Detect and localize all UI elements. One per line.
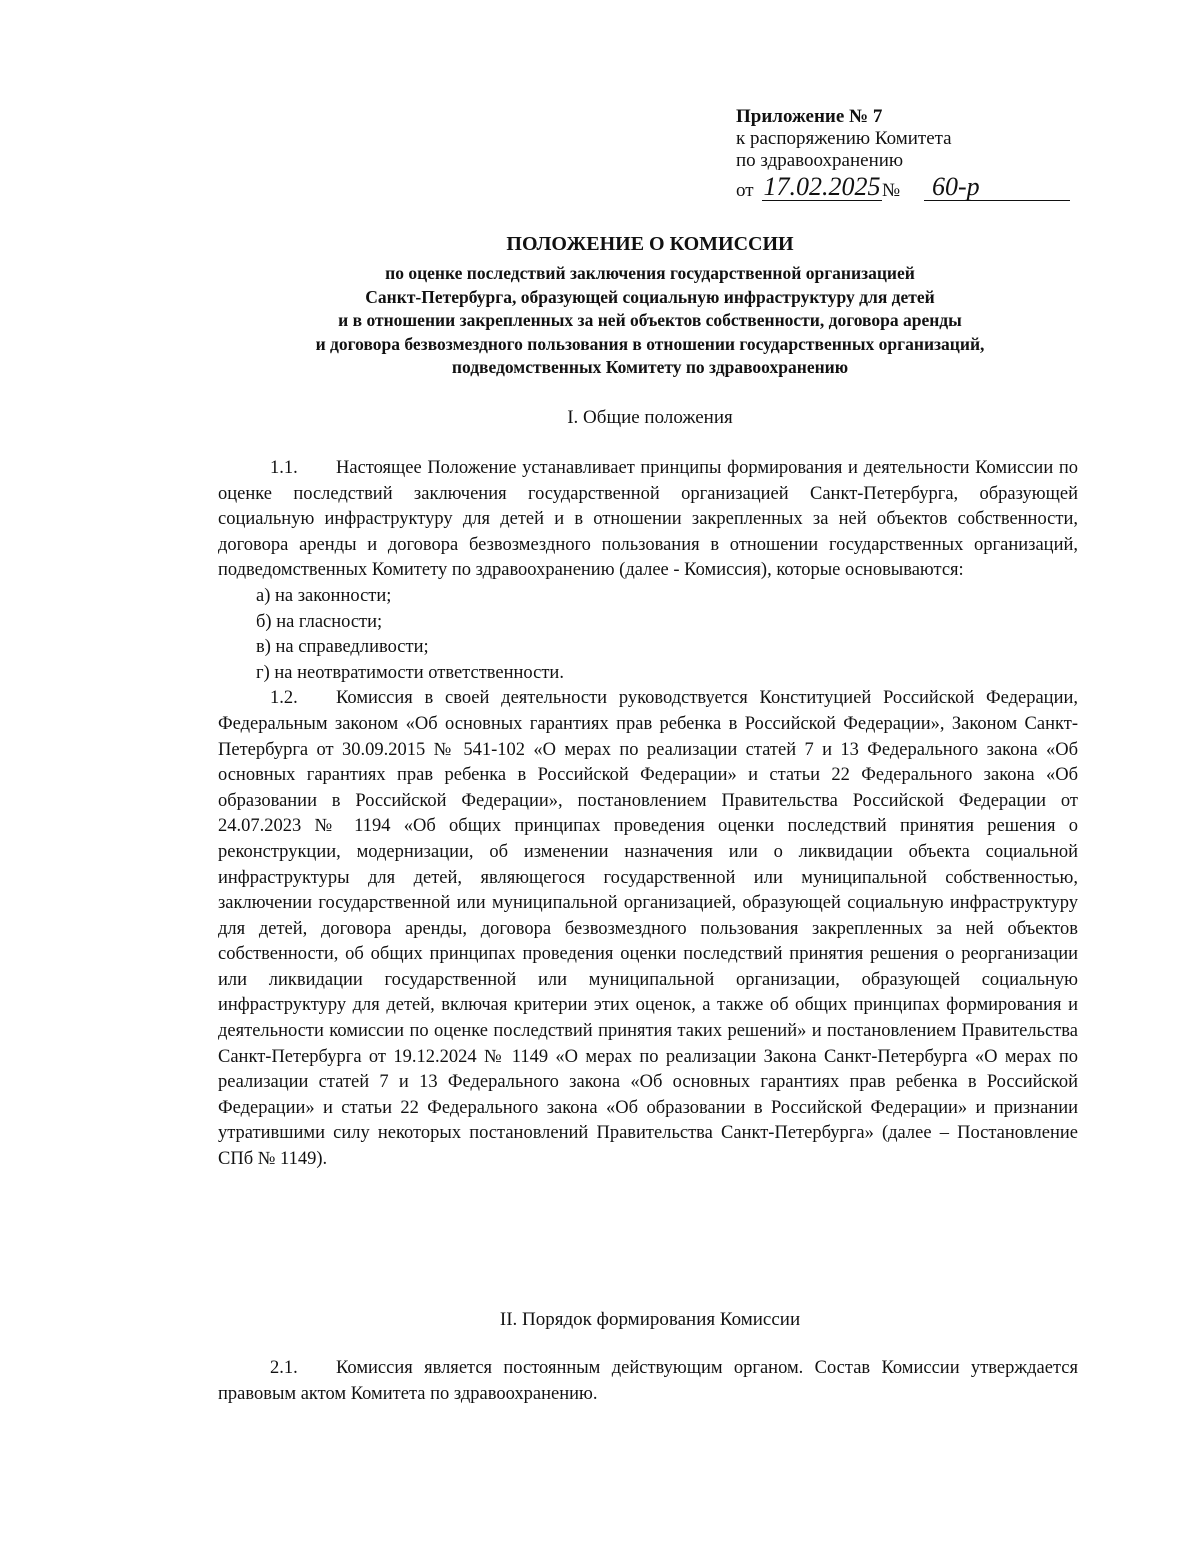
title-line-3: и в отношении закрепленных за ней объектов собственности, договора аренды <box>338 310 962 330</box>
list-item: в) на справедливости; <box>256 637 429 658</box>
paragraph-1-1 <box>218 456 1078 584</box>
appendix-line-2: по здравоохранению <box>736 150 904 171</box>
paragraph-number: 1.2. <box>270 688 298 709</box>
paragraph-number: 2.1. <box>270 1358 298 1378</box>
section-1-body <box>218 456 1078 1173</box>
paragraph-1-2 <box>218 686 1078 1172</box>
appendix-title: Приложение № 7 <box>736 106 883 127</box>
list-item: а) на законности; <box>256 585 392 606</box>
title-line-2: Санкт-Петербурга, образующей социальную инфраструктуру для детей <box>365 286 935 307</box>
document-title <box>210 232 1090 380</box>
title-line-5: подведомственных Комитету по здравоохранению <box>451 357 849 377</box>
title-main: ПОЛОЖЕНИЕ О КОМИССИИ <box>506 233 794 255</box>
section-1-heading: I. Общие положения <box>567 407 733 428</box>
appendix-block <box>736 106 1096 204</box>
title-line-4: и договора безвозмездного пользования в отношении государственных организаций, <box>315 333 985 354</box>
paragraph-text: Комиссия является постоянным действующим органом. Состав Комиссии утверждается правовым актом Комитета по здравоохранению. <box>218 1358 1078 1404</box>
title-line-1: по оценке последствий заключения государственной организацией <box>385 263 915 283</box>
handwritten-date: 17.02.2025 <box>763 172 881 201</box>
section-2-heading: II. Порядок формирования Комиссии <box>499 1309 801 1330</box>
handwritten-number: 60-р <box>924 174 1070 201</box>
appendix-line-1: к распоряжению Комитета <box>736 128 952 149</box>
list-item: б) на гласности; <box>256 611 383 632</box>
paragraph-2-1 <box>218 1356 1078 1407</box>
paragraph-number: 1.1. <box>270 458 298 478</box>
appendix-date-number-row <box>736 174 1096 204</box>
number-prefix: № <box>882 180 901 201</box>
date-prefix: от <box>736 180 754 201</box>
paragraph-text: Комиссия в своей деятельности руководствуется Конституцией Российской Федерации, Федеральным законом «Об основных гарантиях прав ребенка в Российской Федерации», Законом Санкт-Петербурга от 30.09.2015 № 541-102 «О мерах по реализации статей 7 и 13 Федерального закона «Об основных гарантиях прав ребенка в Российской Федерации» и статьи 22 Федерального закона «Об образовании в Российской Федерации», постановлением Правительства Российской Федерации от 24.07.2023 № 1194 «Об общих принципах проведения оценки последствий принятия решения о реконструкции, модернизации, об изменении назначения или о ликвидации объекта социальной инфраструктуры для детей, являющегося государственной или муниципальной собственностью, заключении государственной или муниципальной организацией, образующей социальную инфраструктуру для детей, договора аренды, договора безвозмездного пользования закрепленных за ней объектов собственности, об общих принципах проведения оценки последствий принятия решения о реорганизации или ликвидации государственной или муниципальной организации, образующей социальную инфраструктуру для детей, включая критерии этих оценок, а также об общих принципах формирования и деятельности комиссии по оценке последствий принятия таких решений» и постановлением Правительства Санкт-Петербурга от 19.12.2024 № 1149 «О мерах по реализации Закона Санкт-Петербурга «О мерах по реализации статей 7 и 13 Федерального закона «Об основных гарантиях прав ребенка в Российской Федерации» и статьи 22 Федерального закона «Об образовании в Российской Федерации» и признании утратившими силу некоторых постановлений Правительства Санкт-Петербурга» (далее – Постановление СПб № 1149). <box>218 688 1078 1170</box>
section-2-body <box>218 1356 1078 1407</box>
paragraph-text: Настоящее Положение устанавливает принципы формирования и деятельности Комиссии по оценке последствий заключения государственной организацией Санкт-Петербурга, образующей социальную инфраструктуру для детей и в отношении закрепленных за ней объектов собственности, договора аренды и договора безвозмездного пользования в отношении государственных организаций, подведомственных Комитету по здравоохранению (далее - Комиссия), которые основываются: <box>218 458 1078 581</box>
list-item: г) на неотвратимости ответственности. <box>256 662 564 683</box>
